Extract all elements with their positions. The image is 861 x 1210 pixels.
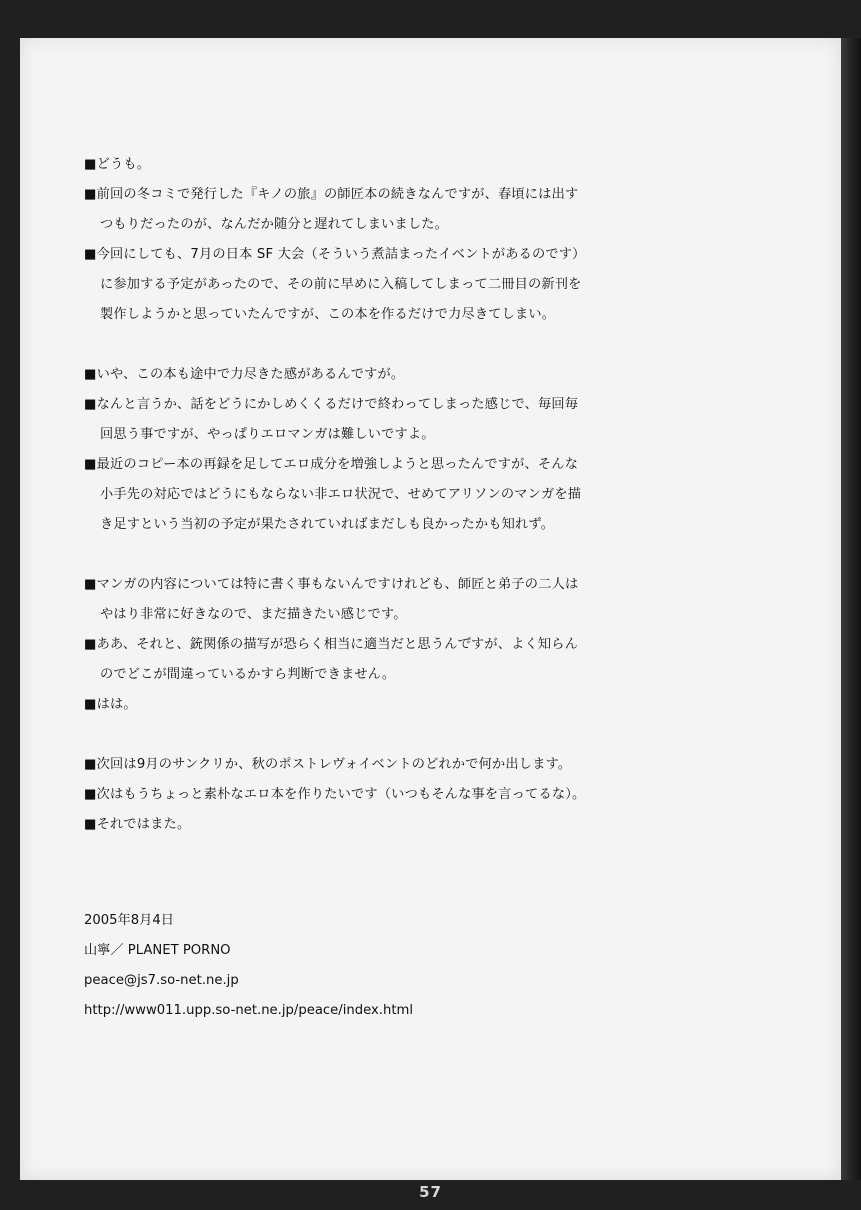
text-line: ■なんと言うか、話をどうにかしめくくるだけで終わってしまった感じで、毎回毎 (84, 397, 579, 412)
text-line: ■前回の冬コミで発行した『キノの旅』の師匠本の続きなんですが、春頃には出す (84, 187, 579, 202)
text-line: のでどこが間違っているかすら判断できません。 (100, 667, 396, 682)
text-line: に参加する予定があったので、その前に早めに入稿してしまって二冊目の新刊を (100, 277, 582, 292)
text-line: ■はは。 (84, 697, 137, 712)
page-edge-shadow (841, 38, 861, 1180)
text-line: ■マンガの内容については特に書く事もないんですけれども、師匠と弟子の二人は (84, 577, 579, 592)
text-line: ■それではまた。 (84, 817, 191, 832)
text-line: ■次回は9月のサンクリか、秋のポストレヴォイベントのどれかで何か出します。 (84, 757, 572, 772)
signature-date: 2005年8月4日 (84, 913, 174, 928)
text-line: ■どうも。 (84, 157, 151, 172)
text-line: ■いや、この本も途中で力尽きた感があるんですが。 (84, 367, 405, 382)
text-line: つもりだったのが、なんだか随分と遅れてしまいました。 (100, 217, 449, 232)
signature-author: 山寧／ PLANET PORNO (84, 943, 231, 958)
paragraph-gap (84, 540, 784, 570)
text-line: 製作しようかと思っていたんですが、この本を作るだけで力尽きてしまい。 (100, 307, 556, 322)
text-line: ■今回にしても、7月の日本 SF 大会（そういう煮詰まったイベントがあるのです） (84, 247, 586, 262)
paragraph-gap (84, 330, 784, 360)
text-line: ■ああ、それと、銃関係の描写が恐らく相当に適当だと思うんですが、よく知らん (84, 637, 579, 652)
text-line: ■次はもうちょっと素朴なエロ本を作りたいです（いつもそんな事を言ってるな）。 (84, 787, 586, 802)
signature-block (84, 906, 413, 1026)
text-line: ■最近のコピー本の再録を足してエロ成分を増強しようと思ったんですが、そんな (84, 457, 579, 472)
afterword-text (84, 150, 784, 840)
page-number: 57 (419, 1183, 442, 1201)
text-line: やはり非常に好きなので、まだ描きたい感じです。 (100, 607, 407, 622)
text-line: 小手先の対応ではどうにもならない非エロ状況で、せめてアリソンのマンガを描 (100, 487, 582, 502)
paragraph-gap (84, 720, 784, 750)
signature-url: http://www011.upp.so-net.ne.jp/peace/index.html (84, 1003, 414, 1018)
text-line: き足すという当初の予定が果たされていればまだしも良かったかも知れず。 (100, 517, 555, 532)
text-line: 回思う事ですが、やっぱりエロマンガは難しいですよ。 (100, 427, 435, 442)
signature-email: peace@js7.so-net.ne.jp (84, 973, 239, 988)
